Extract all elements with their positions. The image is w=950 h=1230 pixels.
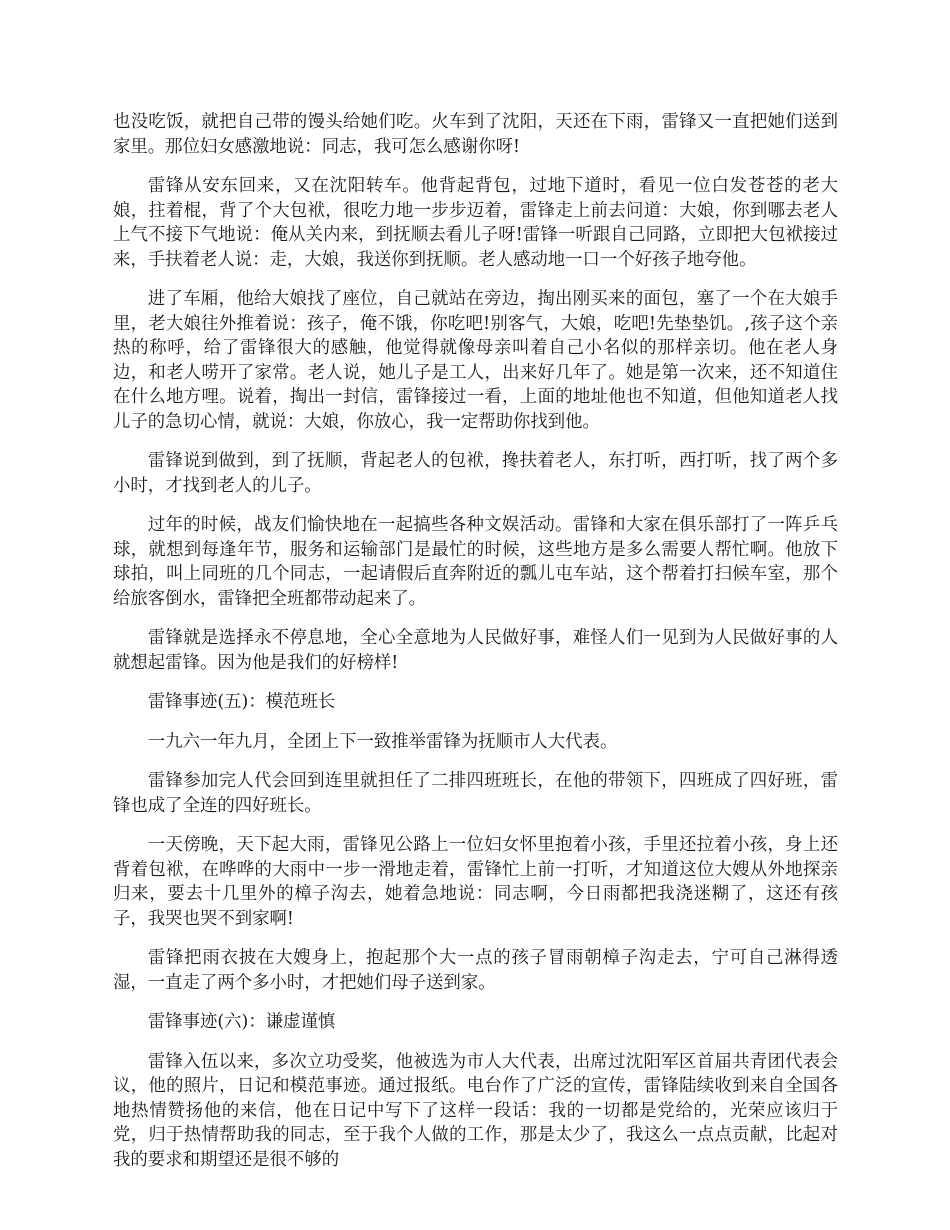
section-heading-6: 雷锋事迹(六)：谦虚谨慎	[147, 1012, 336, 1032]
paragraph-3: 进了车厢，他给大娘找了座位，自己就站在旁边，掏出刚买来的面包，塞了一个在大娘手里，老大娘往外推着说：孩子，俺不饿，你吃吧!别客气，大娘，吃吧!先垫垫饥。,孩子这个亲热的称呼，给了雷锋很大的感触，他觉得就像母亲叫着自己小名似的那样亲切。他在老人身边，和老人唠开了家常。老人说，她儿子是工人，出来好几年了。她是第一次来，还不知道住在什么地方哩。说着，掏出一封信，雷锋接过一看，上面的地址他也不知道，但他知道老人找儿子的急切心情，就说：大娘，你放心，我一定帮助你找到他。	[113, 289, 838, 432]
section-heading-5: 雷锋事迹(五)：模范班长	[147, 692, 336, 712]
paragraph-6: 雷锋就是选择永不停息地，全心全意地为人民做好事，难怪人们一见到为人民做好事的人就想起雷锋。因为他是我们的好榜样!	[113, 628, 838, 673]
paragraph-4: 雷锋说到做到，到了抚顺，背起老人的包袱，搀扶着老人，东打听，西打听，找了两个多小时，才找到老人的儿子。	[113, 451, 838, 496]
paragraph-7: 一九六一年九月，全团上下一致推举雷锋为抚顺市人大代表。	[147, 731, 618, 752]
paragraph-9: 一天傍晚，天下起大雨，雷锋见公路上一位妇女怀里抱着小孩，手里还拉着小孩，身上还背着包袱，在哗哗的大雨中一步一滑地走着，雷锋忙上前一打听，才知道这位大嫂从外地探亲归来，要去十几里外的樟子沟去，她着急地说：同志啊，今日雨都把我浇迷糊了，这还有孩子，我哭也哭不到家啊!	[113, 835, 838, 929]
paragraph-11: 雷锋入伍以来，多次立功受奖，他被选为市人大代表，出席过沈阳军区首届共青团代表会议，他的照片，日记和模范事迹。通过报纸。电台作了广泛的宣传，雷锋陆续收到来自全国各地热情赞扬他的来信，他在日记中写下了这样一段话：我的一切都是党给的，光荣应该归于党，归于热情帮助我的同志，至于我个人做的工作，那是太少了，我这么一点点贡献，比起对我的要求和期望还是很不够的	[113, 1051, 838, 1170]
paragraph-5: 过年的时候，战友们愉快地在一起搞些各种文娱活动。雷锋和大家在俱乐部打了一阵乒乓球，就想到每逢年节，服务和运输部门是最忙的时候，这些地方是多么需要人帮忙啊。他放下球拍，叫上同班的几个同志，一起请假后直奔附近的瓢儿屯车站，这个帮着打扫候车室，那个给旅客倒水，雷锋把全班都带动起来了。	[113, 515, 838, 609]
paragraph-2: 雷锋从安东回来，又在沈阳转车。他背起背包，过地下道时，看见一位白发苍苍的老大娘，拄着棍，背了个大包袱，很吃力地一步步迈着，雷锋走上前去问道：大娘，你到哪去老人上气不接下气地说：俺从关内来，到抚顺去看儿子呀!雷锋一听跟自己同路，立即把大包袱接过来，手扶着老人说：走，大娘，我送你到抚顺。老人感动地一口一个好孩子地夸他。	[113, 176, 838, 270]
paragraph-10: 雷锋把雨衣披在大嫂身上，抱起那个大一点的孩子冒雨朝樟子沟走去，宁可自己淋得透湿，一直走了两个多小时，才把她们母子送到家。	[113, 948, 838, 993]
paragraph-1: 也没吃饭，就把自己带的馒头给她们吃。火车到了沈阳，天还在下雨，雷锋又一直把她们送到家里。那位妇女感激地说：同志，我可怎么感谢你呀!	[113, 112, 838, 157]
document-body	[113, 110, 838, 1187]
paragraph-8: 雷锋参加完人代会回到连里就担任了二排四班班长，在他的带领下，四班成了四好班，雷锋也成了全连的四好班长。	[113, 771, 838, 816]
